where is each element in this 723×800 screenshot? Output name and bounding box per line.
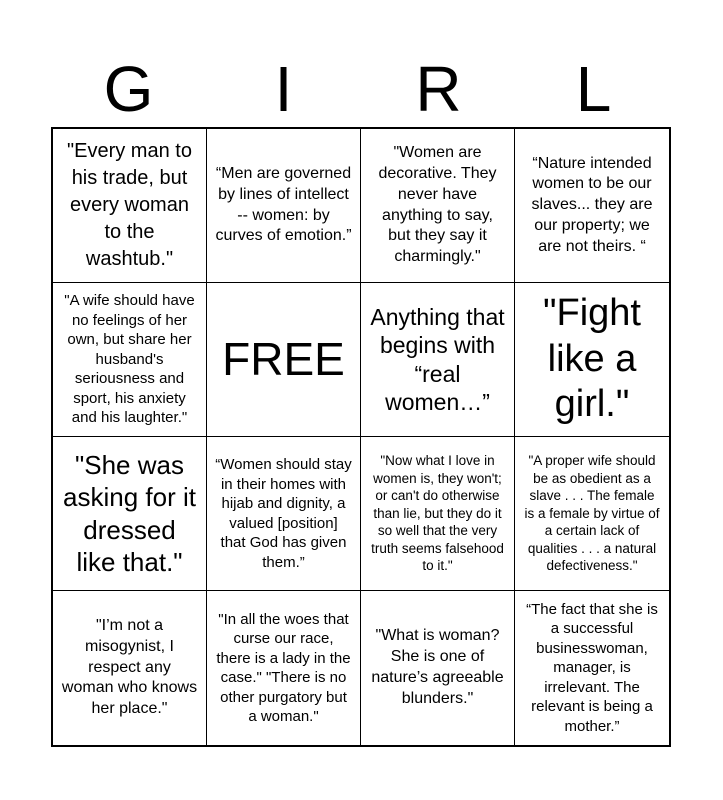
- bingo-cell[interactable]: [207, 437, 361, 591]
- bingo-cell-text: "Every man to his trade, but every woman to the washtub.": [67, 140, 192, 270]
- bingo-cell-text: “Men are governed by lines of intellect -- women: by curves of emotion.”: [215, 164, 352, 245]
- bingo-cell[interactable]: [515, 437, 669, 591]
- bingo-cell-text: “Women should stay in their homes with hijab and dignity, a valued [position] that God has given them.”: [215, 456, 352, 571]
- bingo-cell[interactable]: [515, 283, 669, 437]
- bingo-cell-text: “Nature intended women to be our slaves... they are our property; we are not theirs. “: [531, 154, 653, 255]
- bingo-cell-text: "In all the woes that curse our race, there is a lady in the case." "There is no other purgatory but a woman.": [216, 610, 351, 725]
- header-letter-l: L: [575, 53, 612, 125]
- bingo-cell[interactable]: [53, 129, 207, 283]
- bingo-cell[interactable]: [53, 437, 207, 591]
- free-space-label: FREE: [222, 332, 345, 385]
- bingo-cell[interactable]: [361, 591, 515, 745]
- bingo-cell[interactable]: [515, 591, 669, 745]
- bingo-cell[interactable]: [207, 591, 361, 745]
- bingo-cell[interactable]: [515, 129, 669, 283]
- bingo-cell[interactable]: [361, 283, 515, 437]
- bingo-cell-text: Anything that begins with “real women…”: [370, 304, 505, 415]
- bingo-cell-text: "What is woman? She is one of nature’s agreeable blunders.": [371, 627, 504, 707]
- bingo-cell[interactable]: [53, 283, 207, 437]
- bingo-cell[interactable]: [361, 129, 515, 283]
- bingo-cell[interactable]: [53, 591, 207, 745]
- bingo-cell[interactable]: [207, 129, 361, 283]
- header-letter-g: G: [103, 53, 154, 125]
- header-letter-r: R: [415, 53, 462, 125]
- bingo-cell-text: "I’m not a misogynist, I respect any woman who knows her place.": [61, 617, 198, 718]
- bingo-header: [51, 50, 671, 128]
- bingo-cell-text: "She was asking for it dressed like that.": [63, 449, 196, 577]
- bingo-cell[interactable]: [361, 437, 515, 591]
- bingo-cell-text: "A wife should have no feelings of her own, but share her husband's seriousness and sport, his anxiety and his laughter.": [64, 292, 195, 427]
- bingo-board: [51, 127, 671, 747]
- bingo-cell-text: "Women are decorative. They never have anything to say, but they say it charmingly.": [378, 144, 497, 266]
- bingo-cell-text: "Now what I love in women is, they won't; or can't do otherwise than lie, but they do it so well that the very truth seems falsehood to it.": [371, 453, 504, 574]
- bingo-cell-text: "A proper wife should be as obedient as a slave . . . The female is a female by virtue of a certain lack of qualities . . . a natural defectiveness.": [524, 453, 660, 574]
- header-letter-i: I: [274, 53, 293, 125]
- bingo-cell-free[interactable]: [207, 283, 361, 437]
- bingo-cell-text: “The fact that she is a successful businesswoman, manager, is irrelevant. The relevant is being a mother.”: [526, 600, 658, 735]
- bingo-cell-text: "Fight like a girl.": [543, 292, 641, 426]
